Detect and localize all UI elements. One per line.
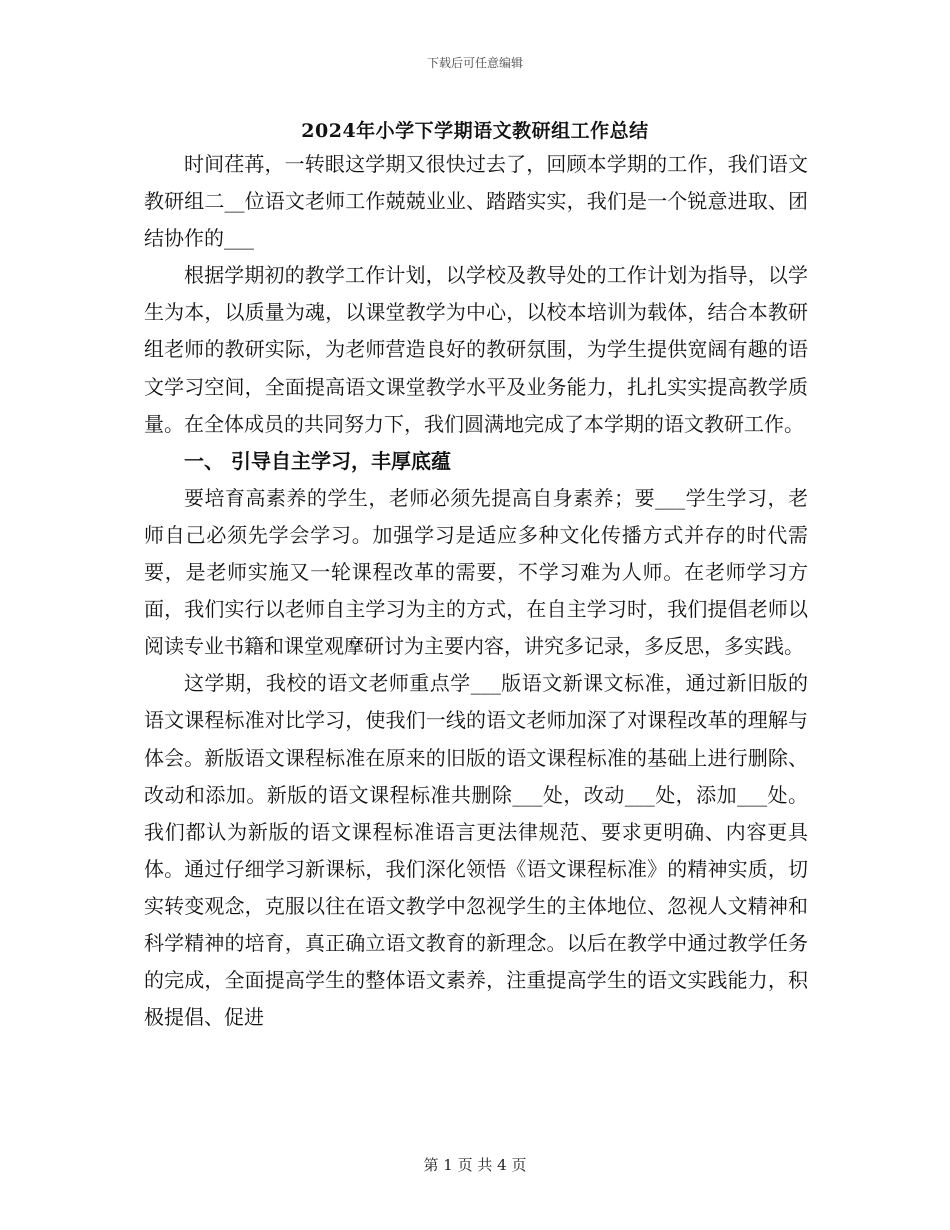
document-title: 2024年小学下学期语文教研组工作总结 <box>301 120 649 142</box>
section-paragraph: 要培育高素养的学生，老师必须先提高自身素养；要___学生学习，老师自己必须先学会学习。加强学习是适应多种文化传播方式并存的时代需要，是老师实施又一轮课程改革的需要，不学习难为人师。在老师学习方面，我们实行以老师自主学习为主的方式，在自主学习时，我们提倡老师以阅读专业书籍和课堂观摩研讨为主要内容，讲究多记录，多反思，多实践。 <box>144 485 808 659</box>
section-heading: 一、 引导自主学习，丰厚底蕴 <box>184 448 451 473</box>
document-body <box>144 146 808 1036</box>
page-header-note: 下载后可任意编辑 <box>426 56 523 70</box>
intro-paragraph: 时间荏苒，一转眼这学期又很快过去了，回顾本学期的工作，我们语文教研组二__位语文老师工作兢兢业业、踏踏实实，我们是一个锐意进取、团结协作的___ <box>144 152 808 251</box>
section-paragraph: 这学期，我校的语文老师重点学___版语文新课文标准，通过新旧版的语文课程标准对比学习，使我们一线的语文老师加深了对课程改革的理解与体会。新版语文课程标准在原来的旧版的语文课程标准的基础上进行删除、改动和添加。新版的语文课程标准共删除___处，改动___处，添加___处。我们都认为新版的语文课程标准语言更法律规范、要求更明确、内容更具体。通过仔细学习新课标，我们深化领悟《语文课程标准》的精神实质，切实转变观念，克服以往在语文教学中忽视学生的主体地位、忽视人文精神和科学精神的培育，真正确立语文教育的新理念。以后在教学中通过教学任务的完成，全面提高学生的整体语文素养，注重提高学生的语文实践能力，积极提倡、促进 <box>144 671 808 1030</box>
plan-paragraph: 根据学期初的教学工作计划，以学校及教导处的工作计划为指导，以学生为本，以质量为魂，以课堂教学为中心，以校本培训为载体，结合本教研组老师的教研实际，为老师营造良好的教研氛围，为学生提供宽阔有趣的语文学习空间，全面提高语文课堂教学水平及业务能力，扎扎实实提高教学质量。在全体成员的共同努力下，我们圆满地完成了本学期的语文教研工作。 <box>144 263 808 436</box>
page-number: 第 1 页 共 4 页 <box>423 1156 527 1174</box>
